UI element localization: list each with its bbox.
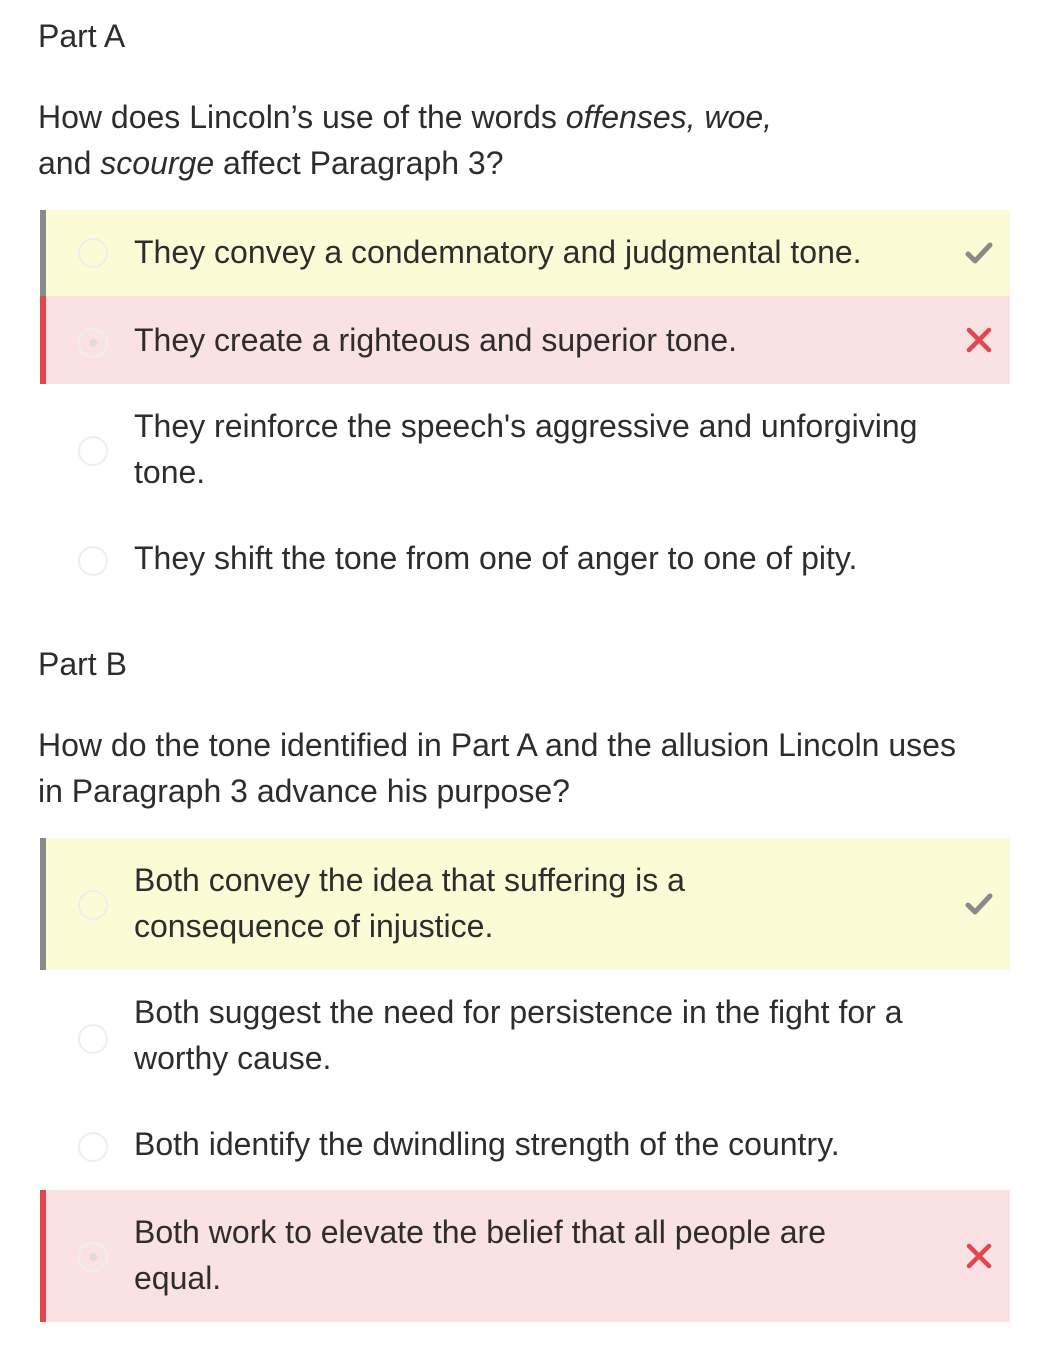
part-b-label: Part B [38,646,127,682]
part-a-option-2[interactable] [40,296,1010,384]
radio-button[interactable] [78,238,108,268]
checkmark-icon [964,889,994,919]
option-label: They create a righteous and superior tone. [134,322,738,358]
option-label: Both work to elevate the belief that all people are equal. [134,1214,826,1296]
part-a-question: How does Lincoln’s use of the words offenses, woe, and scourge affect Paragraph 3? [38,99,773,181]
part-a-option-4[interactable] [40,516,1010,604]
radio-button[interactable] [78,1024,108,1054]
part-b-option-3[interactable] [40,1102,1010,1190]
part-a-option-3[interactable] [40,384,1010,516]
option-label: They convey a condemnatory and judgmental tone. [134,234,862,270]
part-b-option-1[interactable] [40,838,1010,970]
radio-button[interactable] [78,890,108,920]
part-b-option-4[interactable] [40,1190,1010,1322]
part-a-option-1[interactable] [40,210,1010,296]
radio-button-selected[interactable] [78,328,108,358]
radio-button-selected[interactable] [78,1242,108,1272]
checkmark-icon [964,238,994,268]
radio-button[interactable] [78,546,108,576]
x-mark-icon [964,1241,994,1271]
part-b-option-2[interactable] [40,970,1010,1102]
radio-button[interactable] [78,1132,108,1162]
part-b-question: How do the tone identified in Part A and the allusion Lincoln uses in Paragraph 3 advance his purpose? [38,727,956,809]
option-label: They shift the tone from one of anger to one of pity. [134,540,858,576]
x-mark-icon [964,325,994,355]
option-label: Both identify the dwindling strength of the country. [134,1126,840,1162]
option-label: They reinforce the speech's aggressive and unforgiving tone. [134,408,918,490]
part-a-label: Part A [38,18,126,54]
option-label: Both suggest the need for persistence in the fight for a worthy cause. [134,994,903,1076]
radio-button[interactable] [78,436,108,466]
option-label: Both convey the idea that suffering is a consequence of injustice. [134,862,685,944]
